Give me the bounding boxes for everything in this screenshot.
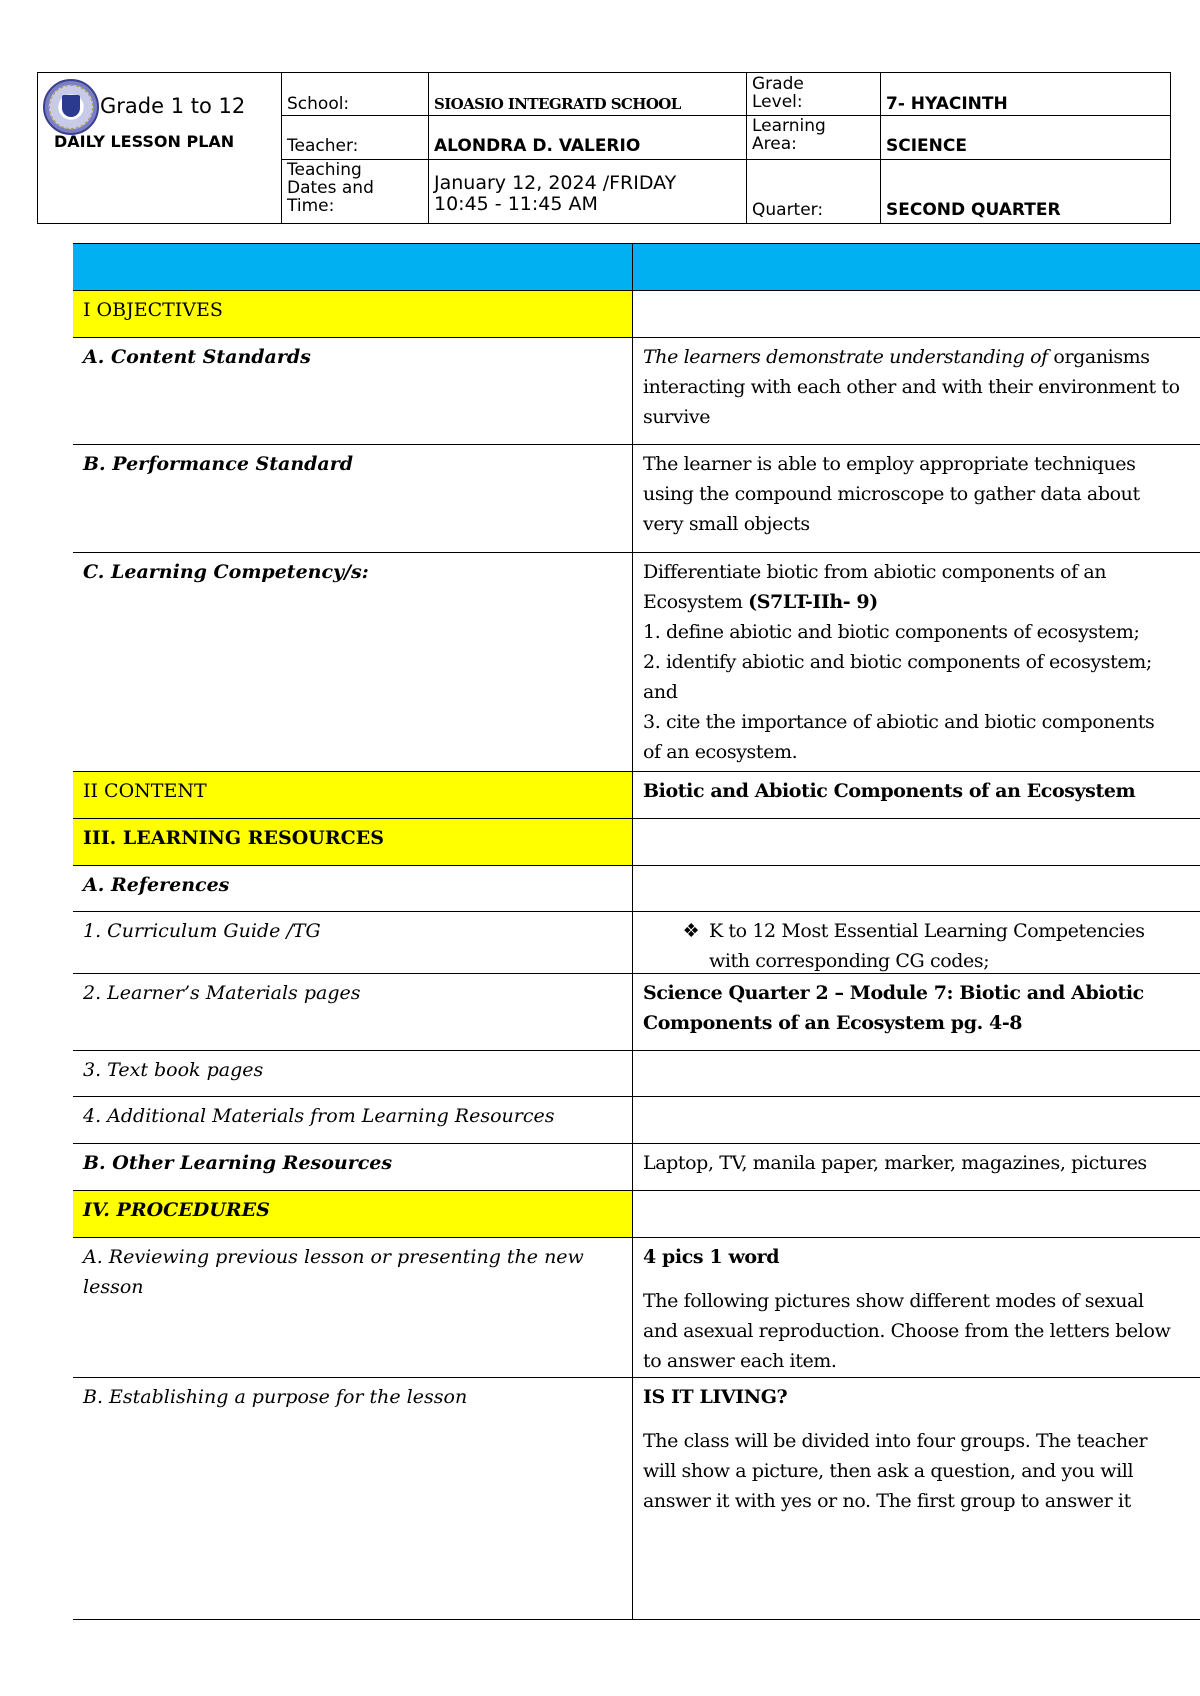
table-cell xyxy=(632,291,1200,337)
reviewing-lesson-text: 4 pics 1 word The following pictures show different modes of sexual and asexual reproduction. Choose from the letters below to answer each item. xyxy=(632,1238,1200,1377)
dates-value: January 12, 2024 /FRIDAY 10:45 - 11:45 AM xyxy=(434,172,677,215)
table-row xyxy=(73,1237,1200,1377)
table-row xyxy=(73,444,1200,552)
teacher-value: ALONDRA D. VALERIO xyxy=(434,136,641,156)
table-cell xyxy=(632,819,1200,865)
diamond-bullet-icon: ❖ xyxy=(682,920,700,942)
table-row xyxy=(73,771,1200,818)
content-value: Biotic and Abiotic Components of an Ecosystem xyxy=(632,772,1200,818)
deped-seal-icon xyxy=(43,79,99,135)
divider xyxy=(281,73,282,223)
curriculum-guide-label: 1. Curriculum Guide /TG xyxy=(83,920,321,942)
reviewing-lesson-label: A. Reviewing previous lesson or presenting the new lesson xyxy=(83,1246,584,1298)
header-table xyxy=(37,72,1171,224)
table-row xyxy=(73,552,1200,771)
table-row xyxy=(73,973,1200,1050)
divider xyxy=(281,115,1170,116)
quarter-label: Quarter: xyxy=(752,200,824,220)
table-cell xyxy=(632,1051,1200,1096)
other-resources-label: B. Other Learning Resources xyxy=(83,1152,393,1174)
table-row xyxy=(73,1190,1200,1237)
table-row xyxy=(73,818,1200,865)
table-row xyxy=(73,290,1200,337)
purpose-label: B. Establishing a purpose for the lesson xyxy=(83,1386,468,1408)
learning-area-value: SCIENCE xyxy=(886,136,967,156)
table-row xyxy=(73,1050,1200,1096)
references-label: A. References xyxy=(83,874,230,896)
performance-standard-text: The learner is able to employ appropriate techniques using the compound microscope to gather data about very small objects xyxy=(632,445,1200,552)
content-standards-label: A. Content Standards xyxy=(83,346,311,368)
grade-level-label: Grade Level: xyxy=(752,74,804,112)
divider xyxy=(428,73,429,223)
performance-standard-label: B. Performance Standard xyxy=(83,453,354,475)
textbook-label: 3. Text book pages xyxy=(83,1059,264,1081)
curriculum-guide-value: ❖ K to 12 Most Essential Learning Competencies with corresponding CG codes; xyxy=(632,912,1200,973)
divider xyxy=(880,73,881,223)
learners-materials-label: 2. Learner’s Materials pages xyxy=(83,982,361,1004)
table-row xyxy=(73,1377,1200,1620)
learning-area-label: Learning Area: xyxy=(752,116,826,154)
other-resources-value: Laptop, TV, manila paper, marker, magazines, pictures xyxy=(632,1144,1200,1190)
table-row xyxy=(73,1143,1200,1190)
learning-resources-heading: III. LEARNING RESOURCES xyxy=(73,819,632,865)
purpose-text: IS IT LIVING? The class will be divided into four groups. The teacher will show a picture, then ask a question, and you will answer it with yes or no. The first group to answer it xyxy=(632,1378,1200,1619)
table-cell xyxy=(73,244,632,290)
grade-level-value: 7- HYACINTH xyxy=(886,94,1008,114)
divider xyxy=(746,73,747,223)
table-row xyxy=(73,243,1200,290)
divider xyxy=(281,159,1170,160)
plan-title: DAILY LESSON PLAN xyxy=(54,132,235,151)
school-label: School: xyxy=(287,94,350,114)
table-cell xyxy=(632,244,1200,290)
quarter-value: SECOND QUARTER xyxy=(886,200,1061,220)
dates-label: Teaching Dates and Time: xyxy=(287,160,374,216)
grade-range: Grade 1 to 12 xyxy=(100,94,246,118)
additional-materials-label: 4. Additional Materials from Learning Resources xyxy=(83,1105,555,1127)
learning-competency-label: C. Learning Competency/s: xyxy=(83,561,369,583)
school-value: SIOASIO INTEGRATD SCHOOL xyxy=(434,95,681,113)
table-row xyxy=(73,911,1200,973)
table-row xyxy=(73,865,1200,911)
learners-materials-value: Science Quarter 2 – Module 7: Biotic and Abiotic Components of an Ecosystem pg. 4-8 xyxy=(632,974,1200,1050)
table-cell xyxy=(632,866,1200,911)
table-row xyxy=(73,337,1200,444)
content-heading: II CONTENT xyxy=(73,772,632,818)
procedures-heading: IV. PROCEDURES xyxy=(73,1191,632,1237)
learning-competency-text: Differentiate biotic from abiotic components of an Ecosystem (S7LT-IIh- 9) 1. define abiotic and biotic components of ecosystem; 2. identify abiotic and biotic components of ecosystem; and 3. cite the importance of abiotic and biotic components of an ecosystem. xyxy=(632,553,1200,771)
content-standards-text: The learners demonstrate understanding of organisms interacting with each other and with their environment to survive xyxy=(632,338,1200,444)
table-cell xyxy=(632,1191,1200,1237)
table-cell xyxy=(632,1097,1200,1143)
lesson-plan-table xyxy=(73,243,1200,1620)
teacher-label: Teacher: xyxy=(287,136,359,156)
table-row xyxy=(73,1096,1200,1143)
objectives-heading: I OBJECTIVES xyxy=(73,291,632,337)
